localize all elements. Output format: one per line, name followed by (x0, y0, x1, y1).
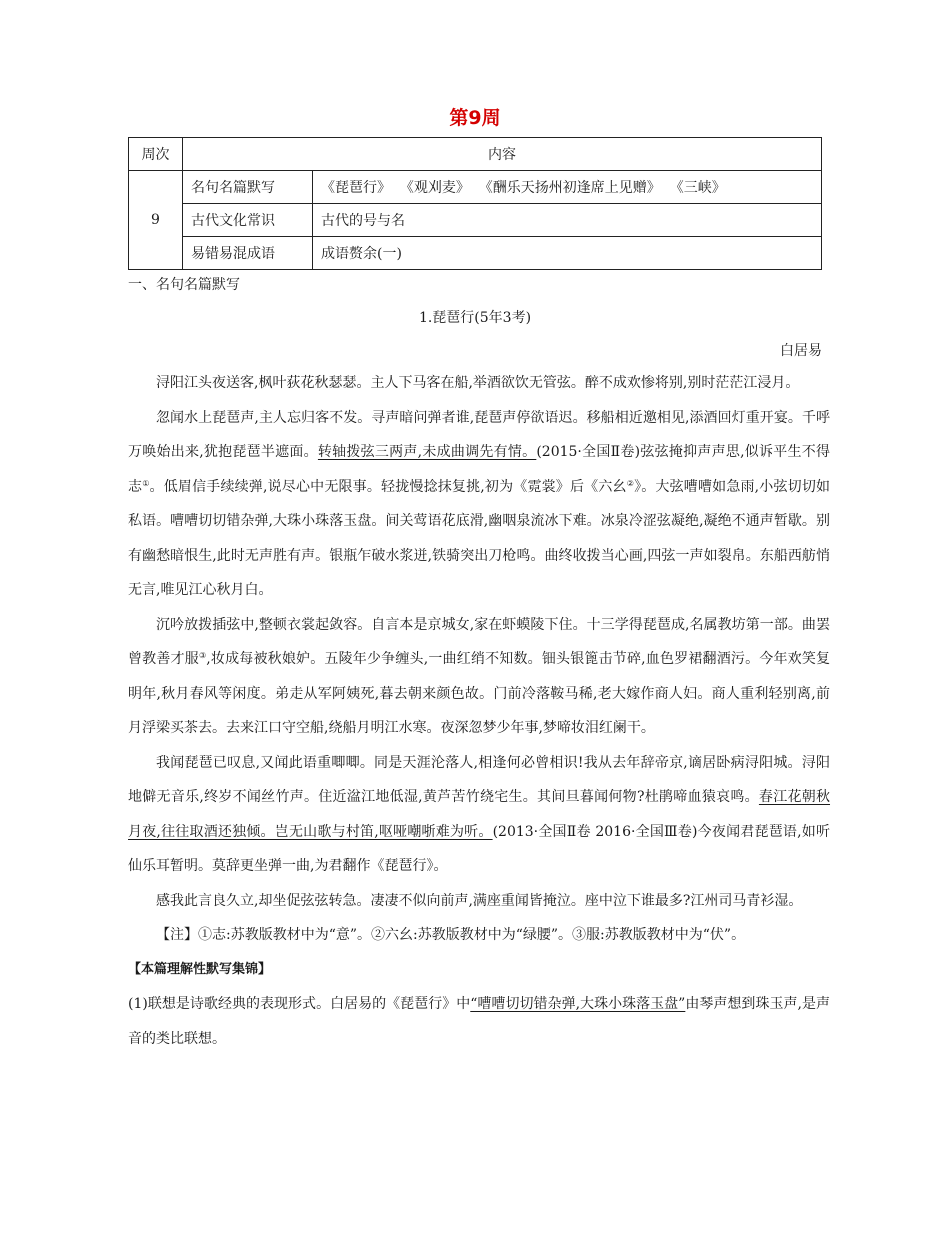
header-content: 内容 (183, 138, 822, 171)
paragraph-text: 浔阳江头夜送客,枫叶荻花秋瑟瑟。主人下马客在船,举酒欲饮无管弦。醉不成欢惨将别,别时茫茫江浸月。 (156, 375, 800, 391)
paragraph-text: (2015·全国Ⅱ卷)弦弦掩抑声声思,似诉平生不得志 (128, 444, 831, 495)
underlined-answer: 春江花朝秋月夜,往往取酒还独倾。岂无山歌与村笛,呕哑嘲哳难为听。 (128, 789, 831, 840)
table-row (129, 204, 822, 237)
paragraph (128, 884, 830, 919)
paragraph-text: (2013·全国Ⅱ卷 2016·全国Ⅲ卷)今夜闻君琵琶语,如听仙乐耳暂明。莫辞更坐弹一曲,为君翻作《琵琶行》。 (128, 823, 830, 874)
poem-body (128, 366, 830, 1056)
underlined-answer: 转轴拨弦三两声,未成曲调先有情。 (317, 444, 537, 460)
row-content: 《琵琶行》 《观刈麦》 《酬乐天扬州初逢席上见赠》 《三峡》 (313, 171, 822, 204)
header-week: 周次 (129, 138, 183, 171)
table-header-row (129, 138, 822, 171)
paragraph-text: 我闻琵琶已叹息,又闻此语重唧唧。同是天涯沦落人,相逢何必曾相识!我从去年辞帝京,谪居卧病浔阳城。浔阳地僻无音乐,终岁不闻丝竹声。住近湓江地低湿,黄芦苦竹绕宅生。其间旦暮闻何物?杜鹃啼血猿哀鸣。 (128, 754, 830, 805)
table-row (129, 237, 822, 270)
footnote-mark: ③ (198, 651, 207, 660)
question-text: (1)联想是诗歌经典的表现形式。白居易的《琵琶行》中 (128, 996, 471, 1012)
row-category: 古代文化常识 (183, 204, 313, 237)
paragraph (128, 608, 830, 746)
row-content: 成语赘余(一) (313, 237, 822, 270)
paragraph (128, 746, 830, 884)
paragraph-text: 感我此言良久立,却坐促弦弦转急。凄凄不似向前声,满座重闻皆掩泣。座中泣下谁最多?江州司马青衫湿。 (156, 892, 803, 909)
collection-heading: 【本篇理解性默写集锦】 (128, 961, 272, 977)
poem-title: 1.琵琶行(5年3考) (418, 310, 532, 326)
question (128, 987, 830, 1056)
poem-author: 白居易 (780, 343, 822, 359)
question-text: 由琴声想到珠玉声,是声音的类比联想。 (128, 996, 830, 1047)
footnote-mark: ② (626, 478, 635, 488)
paragraph (128, 366, 830, 401)
row-category: 名句名篇默写 (183, 171, 313, 204)
paragraph (128, 401, 830, 608)
paragraph-text: ,妆成每被秋娘妒。五陵年少争缠头,一曲红绡不知数。钿头银篦击节碎,血色罗裙翻酒污。今年欢笑复明年,秋月春风等闲度。弟走从军阿姨死,暮去朝来颜色故。门前冷落鞍马稀,老大嫁作商人妇。商人重利轻别离,前月浮梁买茶去。去来江口守空船,绕船月明江水寒。夜深忽梦少年事,梦啼妆泪红阑干。 (128, 651, 830, 736)
underlined-answer: “嘈嘈切切错杂弹,大珠小珠落玉盘” (470, 996, 686, 1012)
paragraph-text: 沉吟放拨插弦中,整顿衣裳起敛容。自言本是京城女,家在虾蟆陵下住。十三学得琵琶成,名属教坊第一部。曲罢曾教善才服 (128, 616, 830, 667)
footnote: 【注】①志:苏教版教材中为“意”。②六幺:苏教版教材中为“绿腰”。③服:苏教版教材中为“伏”。 (156, 927, 746, 943)
row-category: 易错易混成语 (183, 237, 313, 270)
section-heading: 一、名句名篇默写 (128, 277, 240, 293)
week-number: 9 (129, 171, 183, 270)
footnote-mark: ① (142, 478, 150, 488)
schedule-table (128, 137, 822, 270)
paragraph-text: 。低眉信手续续弹,说尽心中无限事。轻拢慢捻抹复挑,初为《霓裳》后《六幺 (149, 478, 627, 495)
page-title: 第9周 (449, 107, 501, 129)
paragraph-text: 》。大弦嘈嘈如急雨,小弦切切如私语。嘈嘈切切错杂弹,大珠小珠落玉盘。间关莺语花底滑,幽咽泉流冰下难。冰泉冷涩弦凝绝,凝绝不通声暂歇。别有幽愁暗恨生,此时无声胜有声。银瓶乍破水浆迸,铁骑突出刀枪鸣。曲终收拨当心画,四弦一声如裂帛。东船西舫悄无言,唯见江心秋月白。 (128, 478, 831, 598)
table-row (129, 171, 822, 204)
paragraph-text: 忽闻水上琵琶声,主人忘归客不发。寻声暗问弹者谁,琵琶声停欲语迟。移船相近邀相见,添酒回灯重开宴。千呼万唤始出来,犹抱琵琶半遮面。 (128, 409, 830, 460)
row-content: 古代的号与名 (313, 204, 822, 237)
